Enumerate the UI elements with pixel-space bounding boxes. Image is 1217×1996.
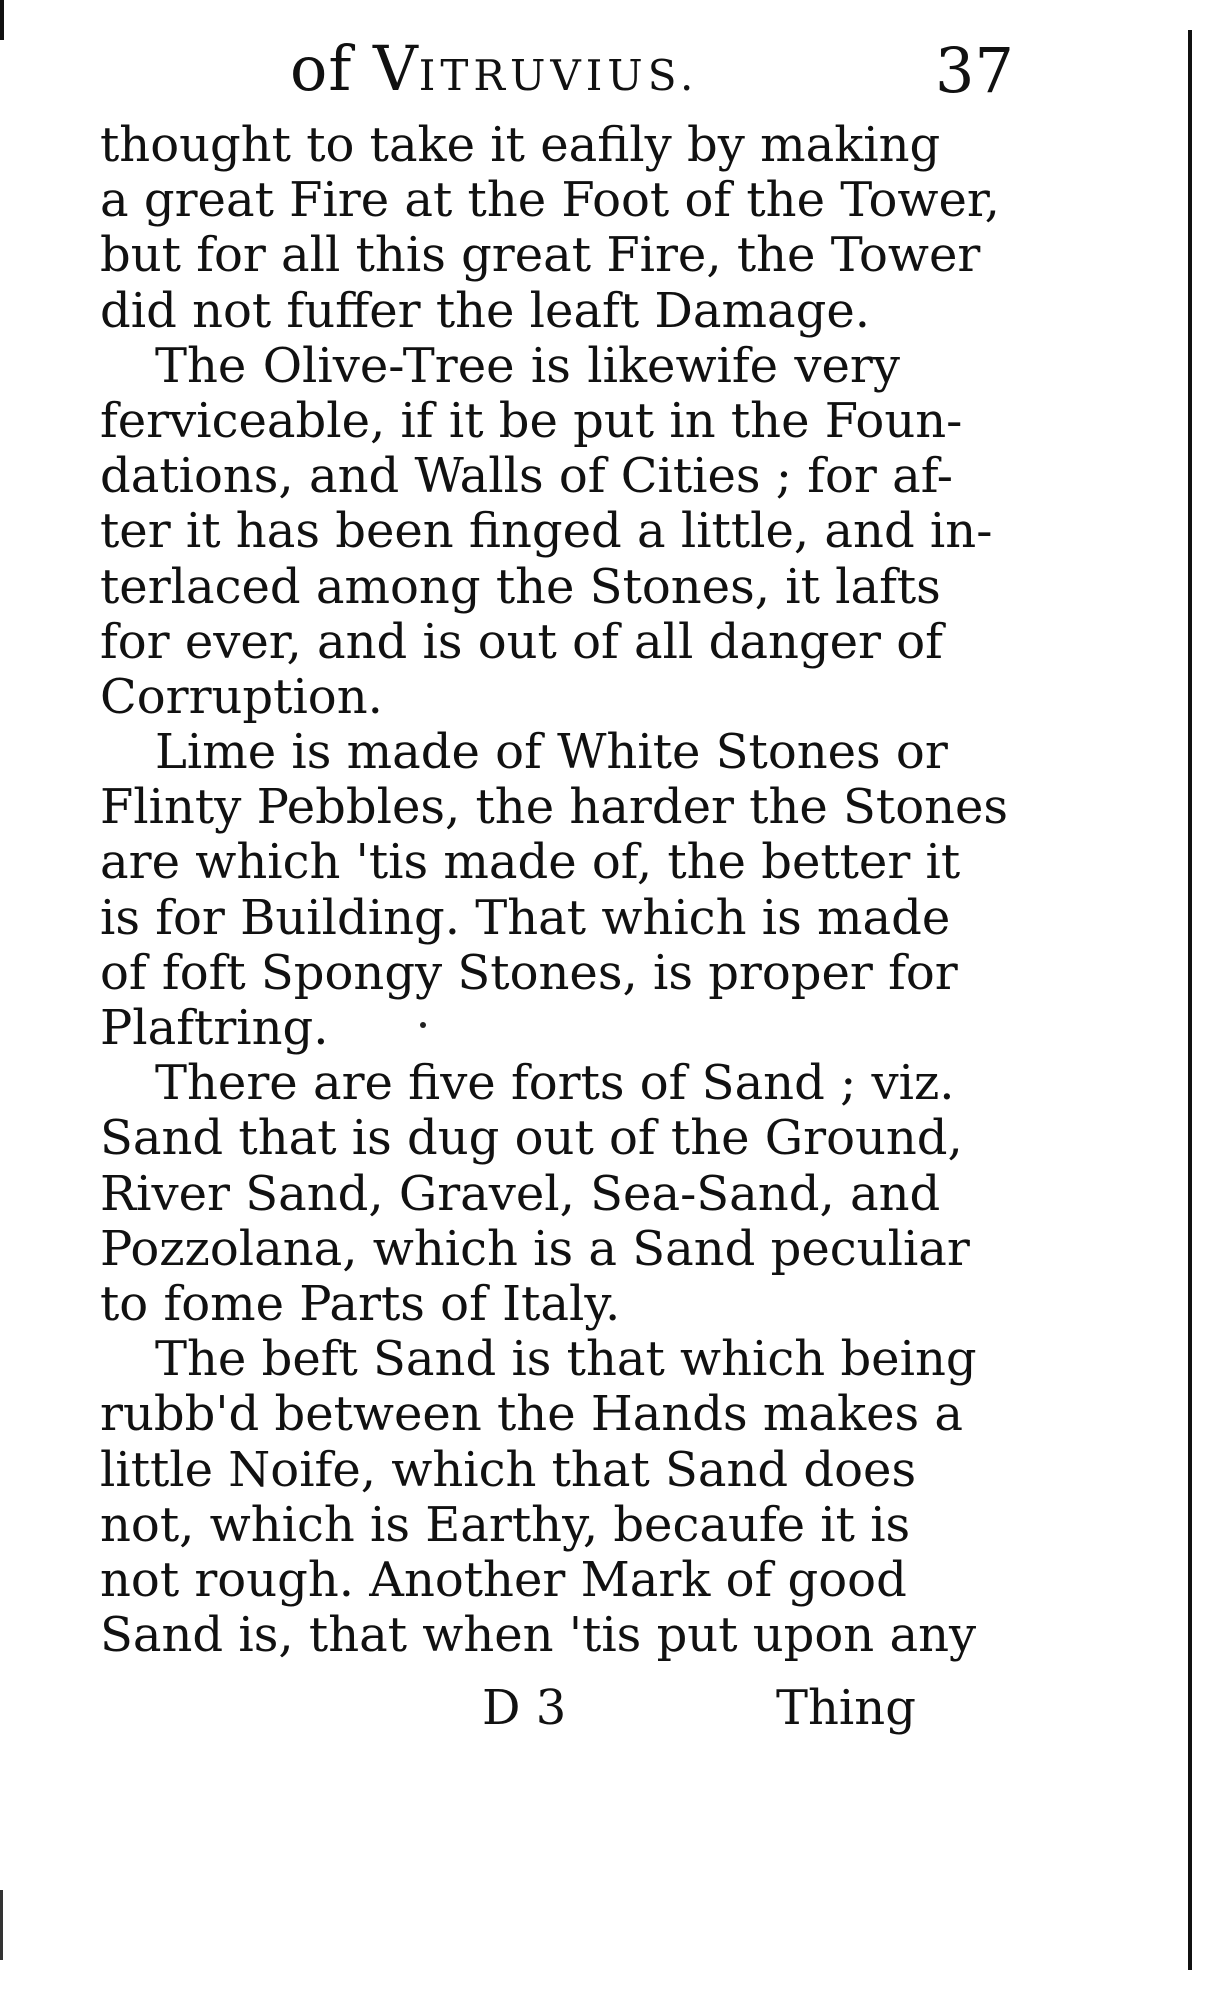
text-line: for ever, and is out of all danger of <box>100 613 943 670</box>
text-line: Flinty Pebbles, the harder the Stones <box>100 779 1009 836</box>
text-line: Sand is, that when 'tis put upon any <box>100 1607 977 1664</box>
text-line: The Olive-Tree is likewife very <box>155 337 900 394</box>
text-line: thought to take it eafily by making <box>100 117 941 173</box>
text-line: There are five forts of Sand ; viz. <box>155 1055 955 1112</box>
text-line: River Sand, Gravel, Sea-Sand, and <box>100 1165 941 1222</box>
running-title-prefix: of <box>290 32 373 105</box>
text-line: Sand that is dug out of the Ground, <box>100 1110 963 1167</box>
paragraph <box>100 724 1009 1056</box>
text-line: Pozzolana, which is a Sand peculiar <box>100 1220 970 1277</box>
body-text <box>100 117 1009 1664</box>
text-line: a great Fire at the Foot of the Tower, <box>100 172 1000 229</box>
text-line: rubb'd between the Hands makes a <box>100 1386 963 1443</box>
paragraph <box>100 337 993 725</box>
text-line: ter it has been finged a little, and in- <box>100 503 993 560</box>
page-number: 37 <box>935 34 1014 107</box>
text-line: did not fuffer the leaft Damage. <box>100 282 870 339</box>
text-line: dations, and Walls of Cities ; for af- <box>100 448 953 505</box>
ink-speck <box>420 1022 426 1028</box>
text-line: ferviceable, if it be put in the Foun- <box>100 392 963 449</box>
text-line: not, which is Earthy, becaufe it is <box>100 1496 911 1553</box>
text-line: Lime is made of White Stones or <box>155 724 948 781</box>
page-gutter-rule <box>1188 30 1192 1970</box>
text-line: to fome Parts of Italy. <box>100 1275 621 1332</box>
running-title-rest: ITRUVIUS. <box>418 51 699 100</box>
paragraph <box>100 1331 977 1664</box>
running-title <box>290 32 698 105</box>
text-line: Plaftring. <box>100 1000 329 1056</box>
page-header <box>0 32 1217 112</box>
paragraph <box>100 117 1000 339</box>
text-line: The beft Sand is that which being <box>155 1331 977 1388</box>
running-title-initial: V <box>372 32 419 105</box>
paragraph <box>100 1055 970 1332</box>
text-line: is for Building. That which is made <box>100 889 951 946</box>
text-line: of foft Spongy Stones, is proper for <box>100 944 958 1001</box>
text-line: are which 'tis made of, the better it <box>100 834 961 891</box>
text-line: terlaced among the Stones, it lafts <box>100 558 941 615</box>
catchword: Thing <box>776 1680 916 1736</box>
text-line: but for all this great Fire, the Tower <box>100 227 981 284</box>
text-line: not rough. Another Mark of good <box>100 1551 907 1608</box>
page-edge-mark-bottom <box>0 1890 3 1960</box>
text-line: little Noife, which that Sand does <box>100 1441 917 1498</box>
page-footer <box>0 1680 1217 1740</box>
signature-mark: D 3 <box>482 1680 567 1736</box>
text-line: Corruption. <box>100 668 383 725</box>
